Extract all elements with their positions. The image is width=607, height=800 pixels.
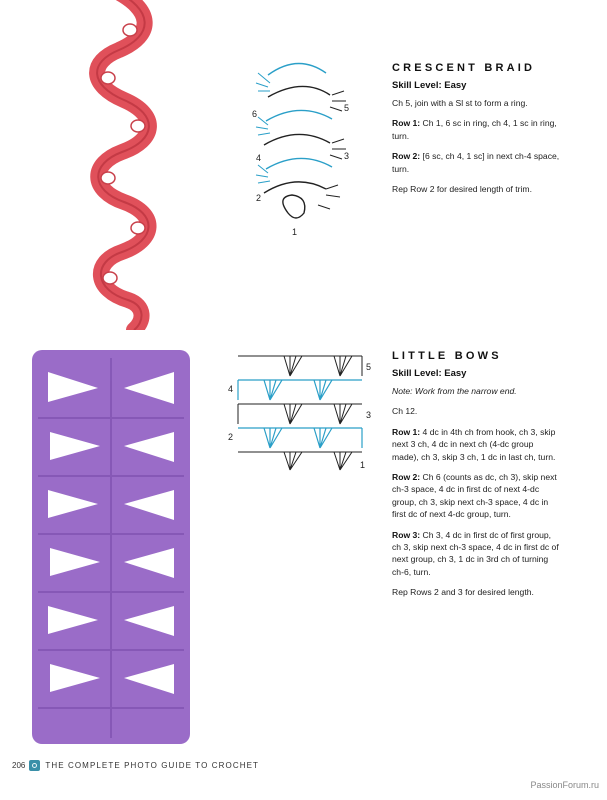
row-text: 4 dc in 4th ch from hook, ch 3, skip next 3 ch, 4 dc in next ch (4-dc group made), ch 3, skip 3 ch, 1 dc in last ch, turn. (392, 426, 556, 462)
diagram-number: 5 (344, 103, 350, 113)
instruction-row-1 (392, 117, 562, 142)
watermark: PassionForum.ru (530, 780, 599, 790)
instruction-note: Note: Work from the narrow end. (392, 386, 517, 396)
little-bows-photo (28, 348, 194, 746)
row-text: Ch 6 (counts as dc, ch 3), skip next ch-3 space, 4 dc in first dc of next 4-dc group, ch 3, skip next ch-3 space, 4 dc in first dc of next 4-dc group, turn. (392, 472, 557, 520)
row-label: Row 1: (392, 426, 421, 437)
row-label: Row 2: (392, 472, 421, 483)
instruction-repeat: Rep Rows 2 and 3 for desired length. (392, 587, 534, 598)
diagram-number: 4 (256, 153, 262, 163)
crescent-braid-instructions (392, 62, 562, 203)
diagram-number: 1 (292, 227, 298, 237)
book-logo-icon (29, 760, 40, 771)
diagram-number: 5 (366, 362, 372, 372)
crescent-braid-photo (84, 0, 164, 330)
row-text: Ch 3, 4 dc in first dc of first group, ch 3, skip next ch-3 space, 4 dc in first dc of next group, ch 3, 1 dc in 3rd ch of turning ch-6, turn. (392, 529, 559, 577)
little-bows-diagram (224, 348, 374, 473)
little-bows-instructions (392, 350, 562, 607)
diagram-number: 1 (360, 460, 366, 470)
instruction-row-3 (392, 529, 562, 579)
page-number: 206 (12, 760, 26, 770)
row-label: Row 1: (392, 118, 421, 129)
diagram-number: 3 (366, 410, 372, 420)
instruction-row-2 (392, 150, 562, 175)
row-text: Ch 1, 6 sc in ring, ch 4, 1 sc in ring, turn. (392, 118, 557, 141)
skill-level: Skill Level: Easy (392, 80, 467, 91)
skill-level: Skill Level: Easy (392, 368, 467, 379)
diagram-number: 4 (228, 384, 234, 394)
diagram-number: 3 (344, 151, 350, 161)
row-label: Row 2: (392, 151, 421, 162)
row-label: Row 3: (392, 529, 421, 540)
diagram-number: 2 (228, 432, 234, 442)
instruction-repeat: Rep Row 2 for desired length of trim. (392, 184, 532, 195)
instruction-foundation: Ch 12. (392, 406, 418, 417)
row-text: [6 sc, ch 4, 1 sc] in next ch-4 space, turn. (392, 151, 560, 174)
diagram-number: 2 (256, 193, 262, 203)
instruction-row-1 (392, 426, 562, 463)
diagram-number: 6 (252, 109, 258, 119)
page-footer (12, 758, 259, 772)
crescent-braid-diagram (248, 55, 360, 240)
instruction-row-2 (392, 471, 562, 521)
book-title: THE COMPLETE PHOTO GUIDE TO CROCHET (45, 760, 259, 770)
instruction-foundation: Ch 5, join with a Sl st to form a ring. (392, 98, 528, 108)
section-title: LITTLE BOWS (392, 350, 502, 362)
section-title: CRESCENT BRAID (392, 62, 536, 74)
